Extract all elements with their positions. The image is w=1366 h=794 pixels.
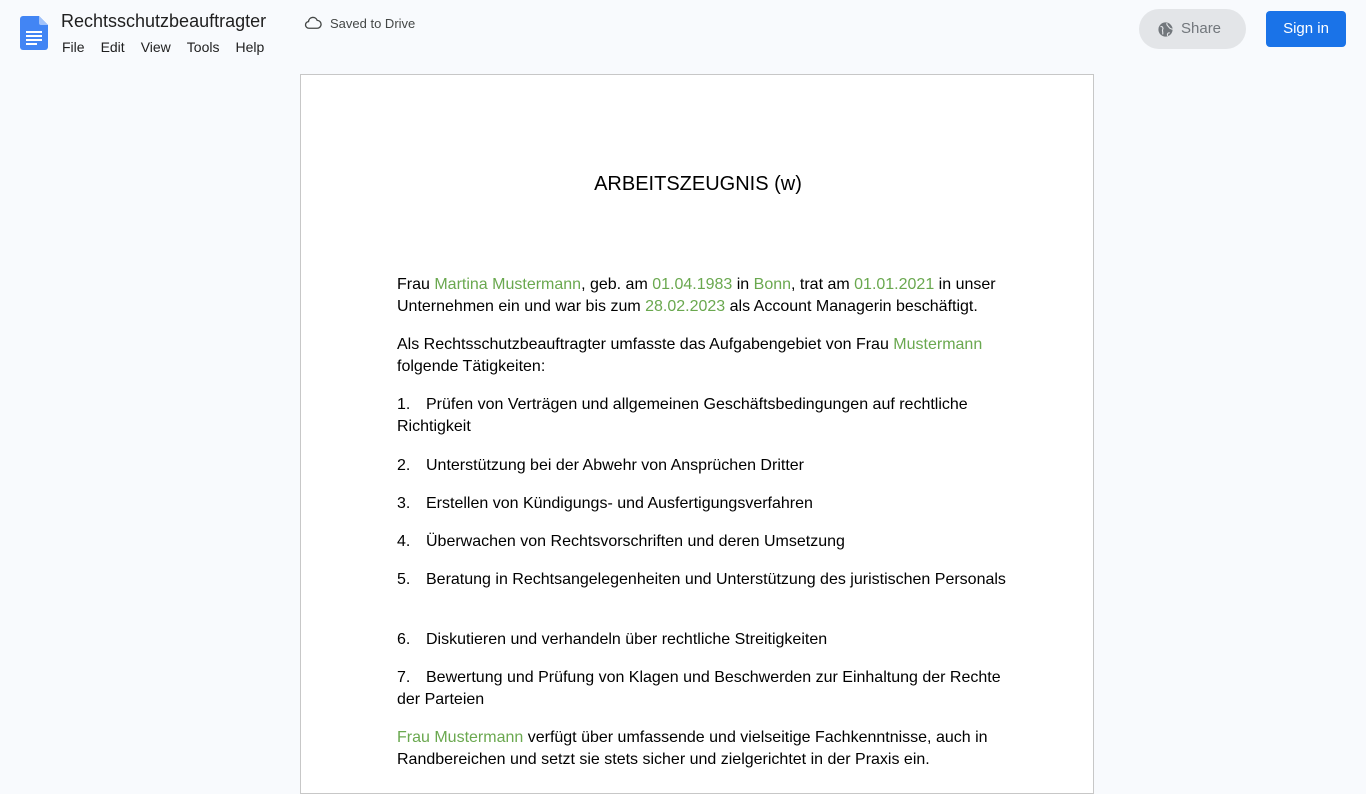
end-date: 28.02.2023 [645,298,726,315]
list-number: 4. [397,533,411,550]
list-number: 3. [397,495,411,512]
list-text: Erstellen von Kündigungs- und Ausfertigungsverfahren [426,495,813,512]
list-number: 2. [397,457,411,474]
text-span: Frau [397,276,435,293]
list-item [397,531,1007,553]
share-button[interactable] [1139,9,1246,49]
list-number: 1. [397,396,411,413]
text-span: in unser Unternehmen ein und war bis zum [397,276,996,315]
list-number: 6. [397,631,411,648]
list-item [397,455,1007,477]
cloud-done-icon [304,14,322,32]
document-title[interactable]: Rechtsschutzbeauftragter [61,11,267,31]
sign-in-button[interactable]: Sign in [1266,11,1346,47]
text-span: Als Rechtsschutzbeauftragter umfasste das Aufgabengebiet von Frau [397,336,894,353]
list-text: Überwachen von Rechtsvorschriften und deren Umsetzung [426,533,845,550]
paragraph-tasks-intro [397,334,1007,378]
birth-date: 01.04.1983 [652,276,733,293]
menu-tools[interactable]: Tools [186,39,220,55]
save-status-text: Saved to Drive [330,15,416,31]
list-text: Unterstützung bei der Abwehr von Ansprüchen Dritter [426,457,804,474]
list-number: 7. [397,669,411,686]
globe-icon [1157,21,1174,38]
app-header [0,0,1366,64]
paragraph-intro [397,274,1007,318]
text-span: verfügt über umfassende und vielseitige Fachkenntnisse, auch in Randbereichen und setzt sie stets sicher und zielgerichtet in der Praxis ein. [397,729,988,768]
text-span: in [732,276,754,293]
list-text: Bewertung und Prüfung von Klagen und Beschwerden zur Einhaltung der Rechte der Parteien [397,669,1001,708]
google-docs-icon[interactable] [20,16,48,50]
save-status[interactable] [304,14,415,32]
list-number: 5. [397,571,411,588]
list-item [397,394,1007,438]
document-heading: ARBEITSZEUGNIS (w) [594,173,802,195]
employee-surname: Mustermann [893,336,983,353]
employee-name: Frau Mustermann [397,729,524,746]
text-span: als Account Managerin beschäftigt. [725,298,978,315]
menu-view[interactable]: View [140,39,171,55]
share-label: Share [1181,20,1222,37]
list-text: Diskutieren und verhandeln über rechtliche Streitigkeiten [426,631,828,648]
text-span: , geb. am [581,276,653,293]
list-item [397,629,1007,651]
menu-file[interactable]: File [62,39,85,55]
list-item [397,667,1007,711]
text-span: , trat am [791,276,855,293]
list-text: Beratung in Rechtsangelegenheiten und Unterstützung des juristischen Personals [426,571,1006,588]
document-page[interactable] [300,74,1094,794]
list-text: Prüfen von Verträgen und allgemeinen Geschäftsbedingungen auf rechtliche Richtigkeit [397,396,968,435]
menu-help[interactable]: Help [235,39,265,55]
list-item [397,569,1007,591]
start-date: 01.01.2021 [854,276,935,293]
text-span: folgende Tätigkeiten: [397,358,546,375]
employee-name: Martina Mustermann [434,276,582,293]
list-item [397,493,1007,515]
menu-edit[interactable]: Edit [100,39,125,55]
birth-place: Bonn [753,276,792,293]
menu-bar [54,36,272,58]
paragraph-skills [397,727,1007,771]
